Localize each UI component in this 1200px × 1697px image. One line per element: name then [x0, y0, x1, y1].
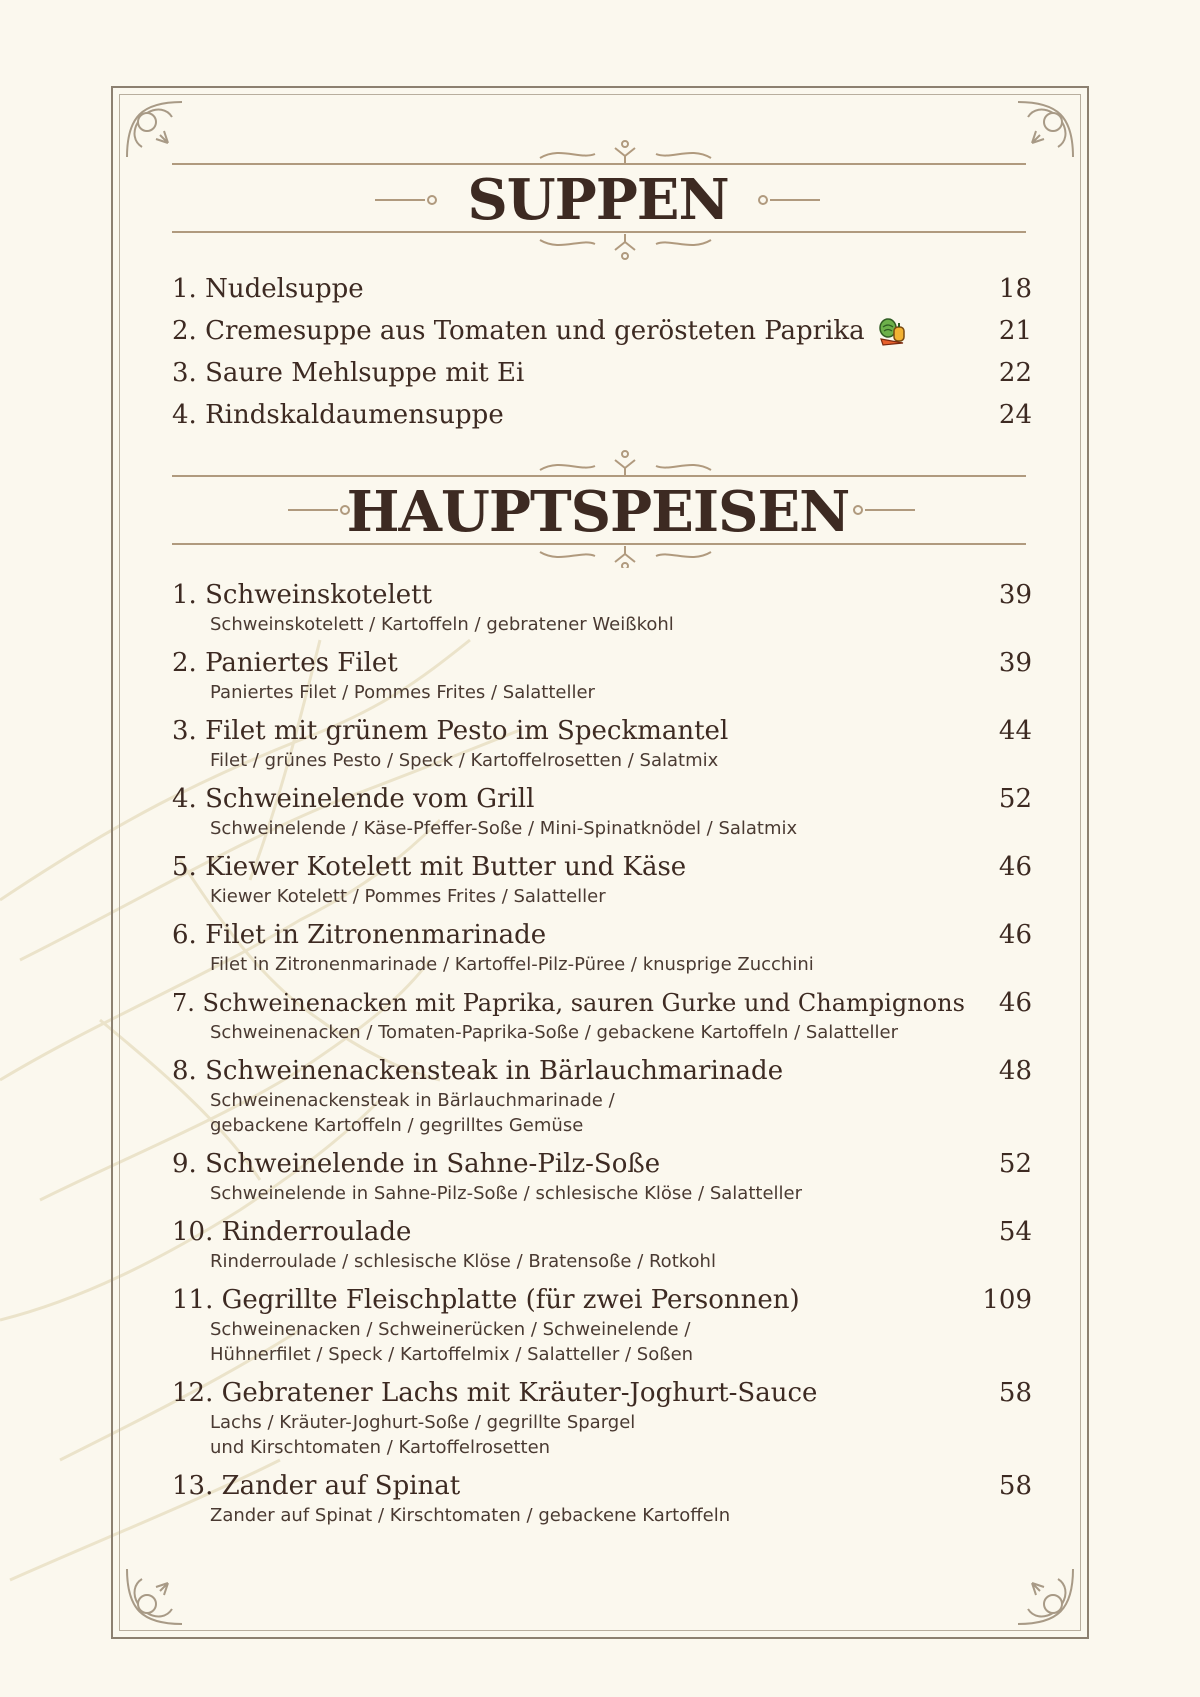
dish-name: 1. Schweinskotelett: [172, 580, 433, 610]
dish-price: 52: [998, 1149, 1032, 1179]
dish-price: 39: [998, 648, 1032, 678]
mains-list: [172, 578, 1032, 1537]
dish-description-line: und Kirschtomaten / Kartoffelrosetten: [210, 1437, 551, 1458]
dish-description: [172, 1249, 1032, 1274]
dish-description-line: Schweinenacken / Schweinerücken / Schweinelende /: [210, 1319, 691, 1340]
dish-name: 11. Gegrillte Fleischplatte (für zwei Personnen): [172, 1285, 800, 1315]
dish-name: 8. Schweinenackensteak in Bärlauchmarinade: [172, 1056, 784, 1086]
dish-description-line: Schweinenacken / Tomaten-Paprika-Soße / gebackene Kartoffeln / Salatteller: [210, 1022, 899, 1043]
dish-price: 54: [998, 1217, 1032, 1247]
soup-price: 21: [998, 316, 1032, 346]
mains-header: [170, 448, 1026, 568]
dish-description-line: Hühnerfilet / Speck / Kartoffelmix / Salatteller / Soßen: [210, 1344, 694, 1365]
dish-description-line: Filet in Zitronenmarinade / Kartoffel-Pilz-Püree / knusprige Zucchini: [210, 954, 814, 975]
dish-item: [172, 1376, 1032, 1460]
dish-price: 48: [998, 1056, 1032, 1086]
soup-name: 1. Nudelsuppe: [172, 274, 364, 304]
dish-description-line: gebackene Kartoffeln / gegrilltes Gemüse: [210, 1115, 584, 1136]
dish-name: 12. Gebratener Lachs mit Kräuter-Joghurt-Sauce: [172, 1378, 818, 1408]
soup-name: 2. Cremesuppe aus Tomaten und gerösteten Paprika: [172, 316, 865, 346]
dish-name: 13. Zander auf Spinat: [172, 1471, 461, 1501]
dish-description: [172, 1503, 1032, 1528]
corner-ornament-bottom-right: [1008, 1559, 1078, 1629]
vegetable-icon: [877, 315, 909, 347]
dish-price: 58: [998, 1378, 1032, 1408]
dish-description: [172, 1317, 1032, 1367]
dish-description: [172, 748, 1032, 773]
soup-name: 4. Rindskaldaumensuppe: [172, 400, 504, 430]
dish-name: 4. Schweinelende vom Grill: [172, 784, 535, 814]
dish-price: 46: [998, 920, 1032, 950]
soup-price: 18: [998, 274, 1032, 304]
dish-item: [172, 1054, 1032, 1138]
dish-description: [172, 952, 1032, 977]
dish-description: [172, 1020, 1032, 1045]
soup-name: 3. Saure Mehlsuppe mit Ei: [172, 358, 525, 388]
dish-price: 52: [998, 784, 1032, 814]
soups-title: SUPPEN: [467, 167, 729, 233]
dish-item: [172, 986, 1032, 1045]
dish-name: 9. Schweinelende in Sahne-Pilz-Soße: [172, 1149, 661, 1179]
dish-item: [172, 1215, 1032, 1274]
dish-description: [172, 1410, 1032, 1460]
dish-item: [172, 1469, 1032, 1528]
dish-description-line: Lachs / Kräuter-Joghurt-Soße / gegrillte Spargel: [210, 1412, 636, 1433]
soup-price: 24: [998, 400, 1032, 430]
dish-name: 7. Schweinenacken mit Paprika, sauren Gurke und Champignons: [172, 989, 965, 1017]
dish-name: 10. Rinderroulade: [172, 1217, 412, 1247]
dish-item: [172, 714, 1032, 773]
soup-item: [172, 352, 1032, 394]
soup-item: [172, 268, 1032, 310]
dish-name: 2. Paniertes Filet: [172, 648, 398, 678]
dish-description-line: Schweinenackensteak in Bärlauchmarinade /: [210, 1090, 615, 1111]
dish-price: 46: [998, 852, 1032, 882]
dish-item: [172, 850, 1032, 909]
soup-item: [172, 310, 1032, 352]
dish-item: [172, 918, 1032, 977]
dish-name: 3. Filet mit grünem Pesto im Speckmantel: [172, 716, 729, 746]
soups-header: [170, 140, 1026, 260]
dish-description-line: Paniertes Filet / Pommes Frites / Salatteller: [210, 682, 595, 703]
dish-description-line: Rinderroulade / schlesische Klöse / Bratensoße / Rotkohl: [210, 1251, 716, 1272]
soups-list: [172, 268, 1032, 436]
dish-price: 44: [998, 716, 1032, 746]
dish-item: [172, 1283, 1032, 1367]
dish-description-line: Zander auf Spinat / Kirschtomaten / gebackene Kartoffeln: [210, 1505, 731, 1526]
dish-description-line: Kiewer Kotelett / Pommes Frites / Salatteller: [210, 886, 606, 907]
dish-description-line: Schweinelende in Sahne-Pilz-Soße / schlesische Klöse / Salatteller: [210, 1183, 802, 1204]
soup-item: [172, 394, 1032, 436]
dish-description: [172, 612, 1032, 637]
dish-item: [172, 782, 1032, 841]
dish-description: [172, 884, 1032, 909]
dish-name: 6. Filet in Zitronenmarinade: [172, 920, 547, 950]
dish-price: 46: [998, 988, 1032, 1018]
mains-title: HAUPTSPEISEN: [346, 479, 850, 545]
dish-item: [172, 578, 1032, 637]
dish-description: [172, 1088, 1032, 1138]
dish-description: [172, 1181, 1032, 1206]
dish-description-line: Schweinelende / Käse-Pfeffer-Soße / Mini-Spinatknödel / Salatmix: [210, 818, 798, 839]
dish-item: [172, 1147, 1032, 1206]
dish-description-line: Filet / grünes Pesto / Speck / Kartoffelrosetten / Salatmix: [210, 750, 719, 771]
dish-description: [172, 680, 1032, 705]
dish-price: 109: [982, 1285, 1032, 1315]
dish-name: 5. Kiewer Kotelett mit Butter und Käse: [172, 852, 687, 882]
corner-ornament-bottom-left: [122, 1559, 192, 1629]
dish-item: [172, 646, 1032, 705]
dish-price: 39: [998, 580, 1032, 610]
soup-price: 22: [998, 358, 1032, 388]
dish-price: 58: [998, 1471, 1032, 1501]
dish-description-line: Schweinskotelett / Kartoffeln / gebratener Weißkohl: [210, 614, 674, 635]
dish-description: [172, 816, 1032, 841]
